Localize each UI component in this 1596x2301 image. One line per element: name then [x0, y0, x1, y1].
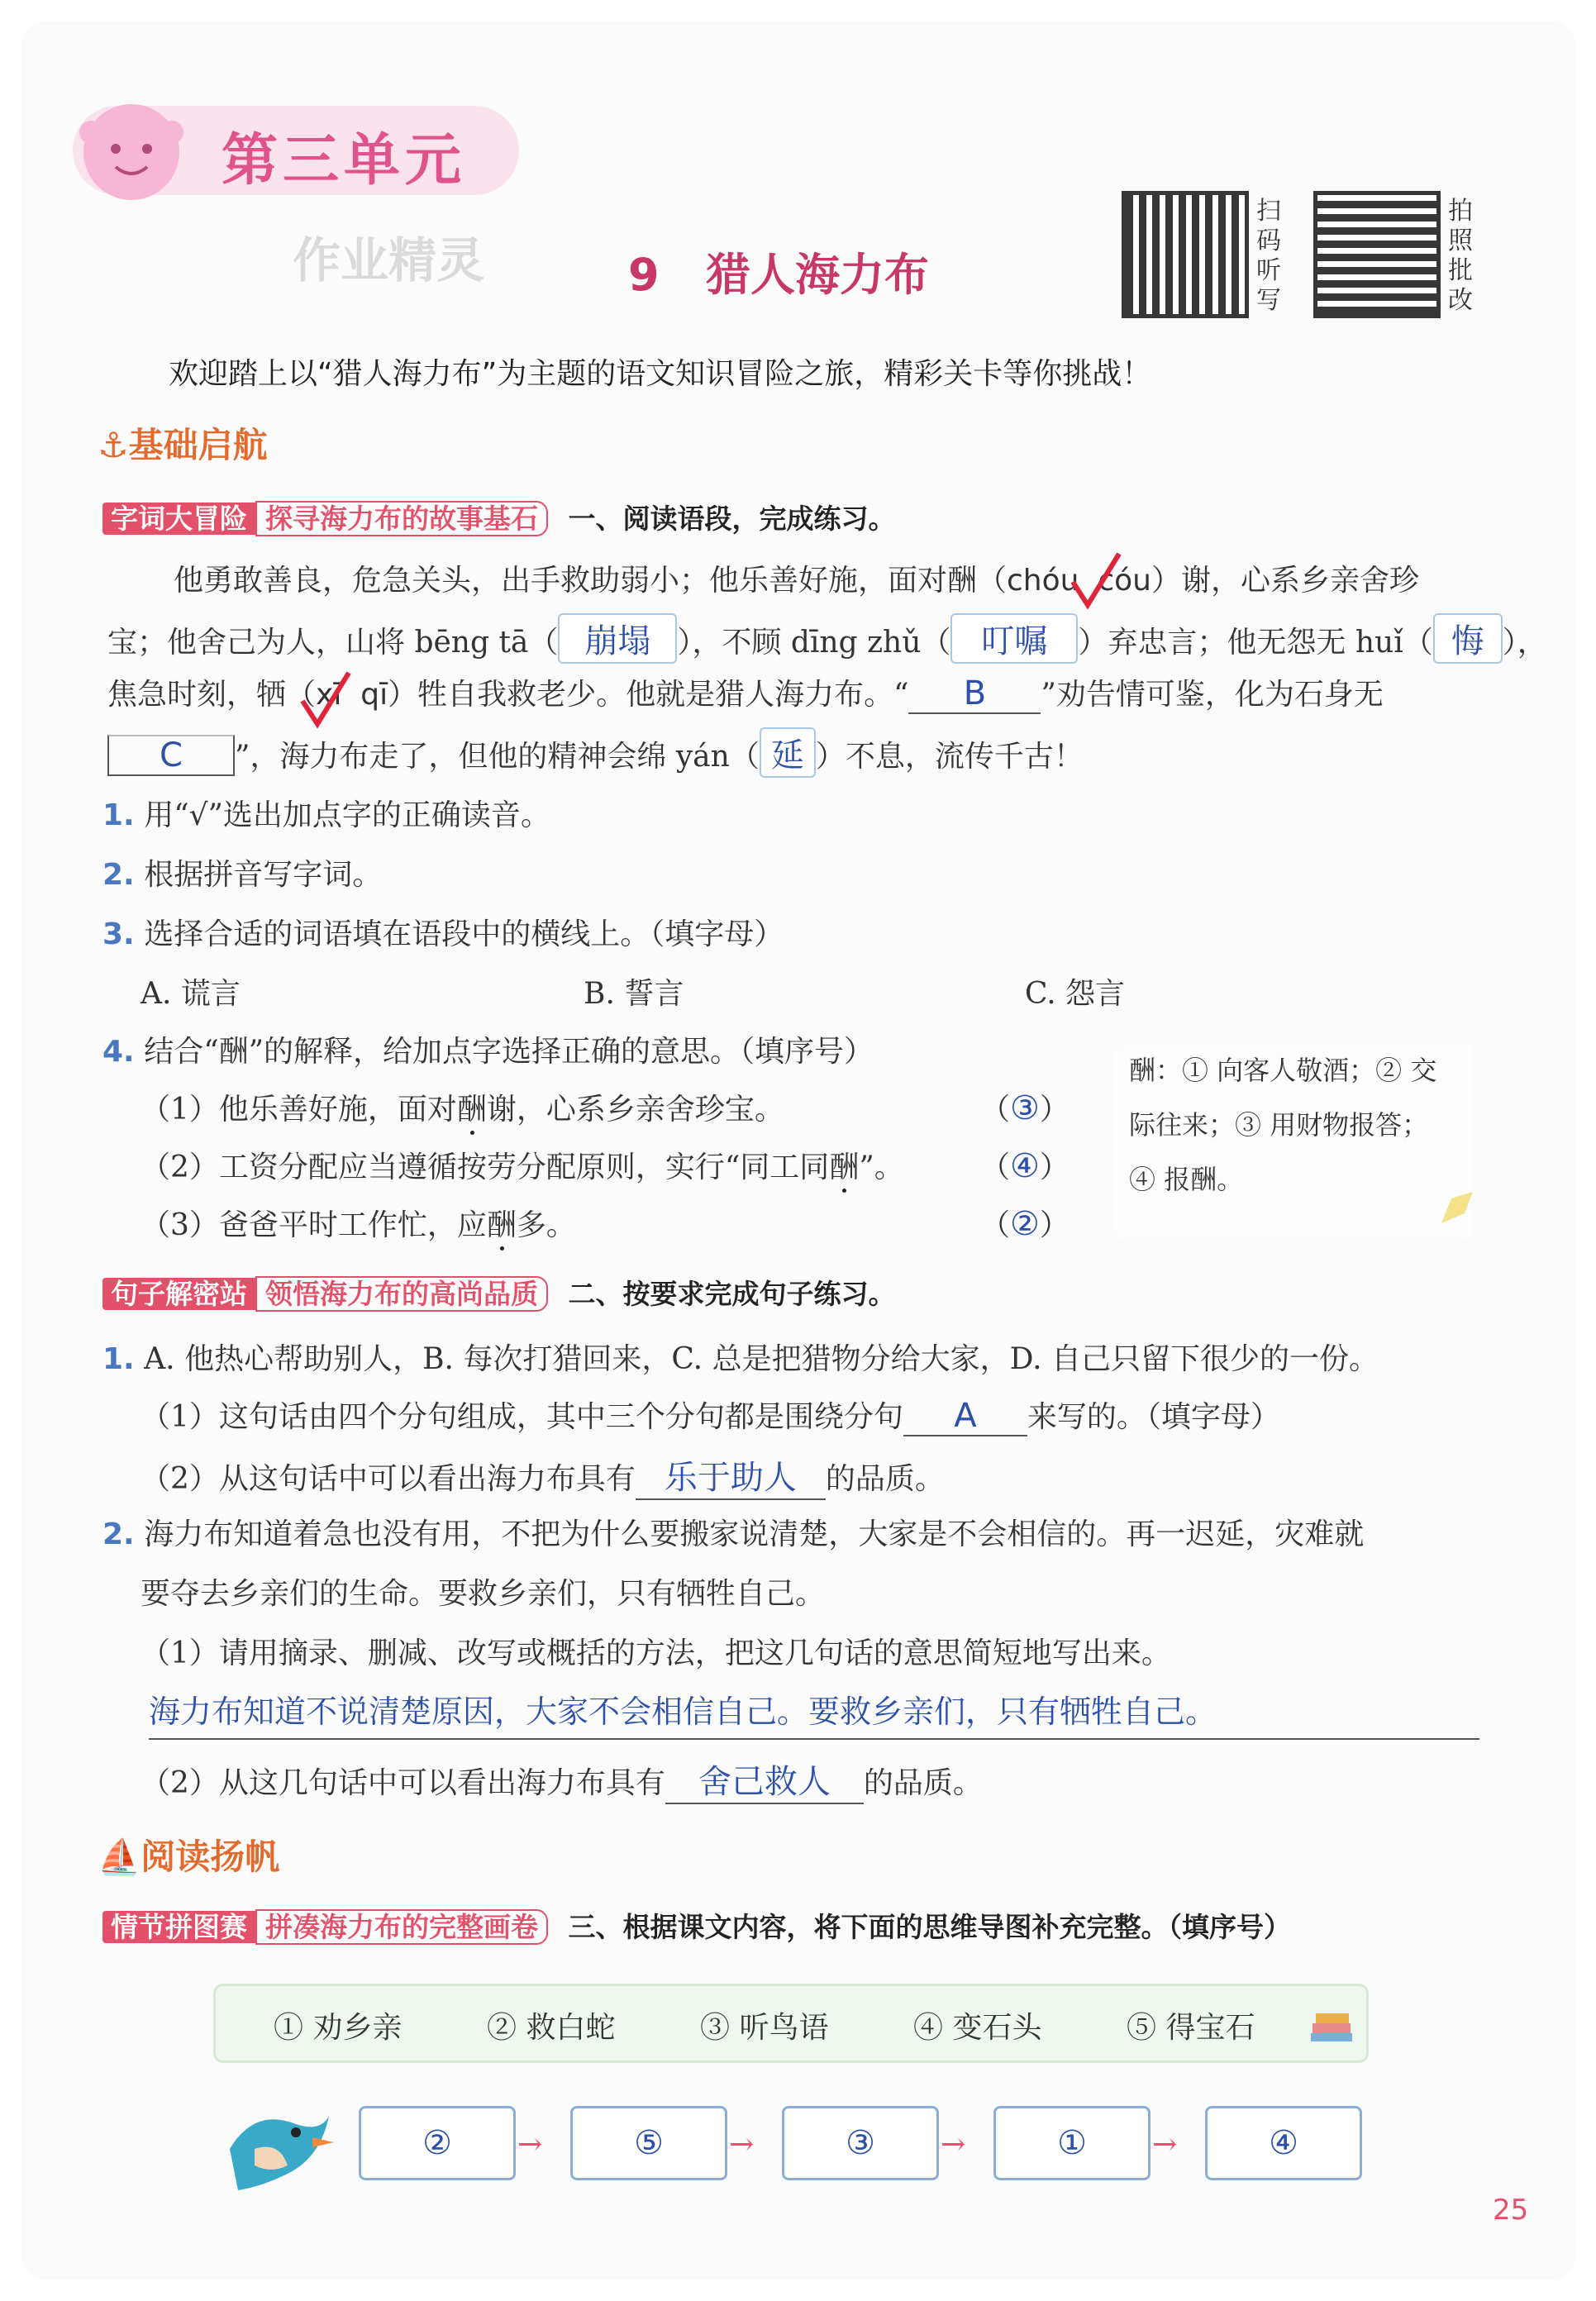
- tag-plot: [102, 1909, 1291, 1946]
- pinyin-xi-b[interactable]: qī: [360, 678, 388, 712]
- question-2: 2. 根据拼音写字词。: [102, 858, 383, 892]
- question-1: 1. 用“√”选出加点字的正确读音。: [102, 798, 550, 832]
- note-line-3: ④ 报酬。: [1129, 1164, 1244, 1195]
- q4-item-text: （1）他乐善好施，面对: [141, 1093, 457, 1127]
- answer-summary[interactable]: 海力布知道不说清楚原因，大家不会相信自己。要救乡亲们，只有牺牲自己。: [149, 1686, 1479, 1740]
- qr-code-listen[interactable]: [1126, 195, 1245, 314]
- answer-bengta[interactable]: 崩塌: [558, 613, 677, 664]
- sentence-2-cont: 要夺去乡亲们的生命。要救乡亲们，只有牺牲自己。: [141, 1577, 826, 1611]
- answer-quality-2[interactable]: 舍己救人: [665, 1756, 864, 1804]
- q-text: 来写的。（填字母）: [1027, 1400, 1280, 1434]
- q4-item-text: ”。: [859, 1150, 904, 1184]
- q4-item-2: [141, 1144, 904, 1186]
- q4-item-1: [141, 1086, 784, 1128]
- anchor-icon: ⚓: [98, 425, 129, 465]
- answer-yan[interactable]: 延: [760, 727, 816, 778]
- para-text: 宝；他舍己为人，山将 bēng tā（: [107, 626, 559, 660]
- tag-words-left: 字词大冒险: [102, 503, 255, 535]
- mascot-icon: [69, 86, 193, 210]
- para-text: ），不顾 dīng zhǔ（: [677, 626, 951, 660]
- page-number: 25: [1493, 2194, 1529, 2227]
- para-line-1: [174, 557, 1419, 599]
- q-text: 的品质。: [825, 1462, 945, 1496]
- question-3: 3. 选择合适的词语填在语段中的横线上。（填字母）: [102, 917, 784, 951]
- q4-answer-value[interactable]: ③: [1010, 1089, 1040, 1127]
- para-text: ）弃忠言；他无怨无 huǐ（: [1078, 626, 1433, 660]
- pinyin-chou-a[interactable]: chóu: [1007, 564, 1079, 598]
- arrow-icon: →: [729, 2127, 755, 2161]
- q4-answer-value[interactable]: ④: [1010, 1147, 1040, 1185]
- sentence-1: 1. A. 他热心帮助别人，B. 每次打猎回来，C. 总是把猎物分给大家，D. 自己只留下很少的一份。: [102, 1342, 1379, 1376]
- event-option: ⑤ 得宝石: [1127, 2011, 1255, 2045]
- event-option: ③ 听鸟语: [700, 2011, 829, 2045]
- checkmark-icon: [1066, 549, 1124, 618]
- answer-dingzhu[interactable]: 叮嘱: [950, 613, 1078, 664]
- flow-chart: [359, 2106, 1370, 2185]
- q4-item-3: [141, 1202, 576, 1244]
- note-line-2: 际往来；③ 用财物报答；: [1129, 1109, 1429, 1141]
- q4-answer-2[interactable]: （④）: [980, 1147, 1070, 1185]
- para-text: ”劝告情可鉴，化为石身无: [1041, 678, 1384, 712]
- flow-box[interactable]: ③: [782, 2106, 939, 2180]
- tag-sentence-left: 句子解密站: [102, 1278, 255, 1310]
- para-text: ），: [1502, 626, 1547, 660]
- arrow-icon: →: [517, 2127, 543, 2161]
- section-basic-title: 基础启航: [128, 425, 268, 465]
- flow-box[interactable]: ①: [993, 2106, 1151, 2180]
- pinyin-chou-b[interactable]: cóu: [1098, 564, 1151, 598]
- pinyin-xi-a[interactable]: xī: [316, 678, 342, 712]
- qr-code-correct[interactable]: [1317, 195, 1436, 314]
- para-text: ）不息，流传千古！: [815, 740, 1084, 774]
- tag-plot-right: 拼凑海力布的完整画卷: [255, 1909, 548, 1945]
- tag-plot-left: 情节拼图赛: [102, 1911, 255, 1943]
- question-3-text: 选择合适的词语填在语段中的横线上。（填字母）: [144, 917, 784, 951]
- qr-label-listen: 扫码听写: [1256, 197, 1281, 315]
- note-line-1: 酬：① 向客人敬酒；② 交: [1129, 1055, 1437, 1086]
- q4-item-text: （3）爸爸平时工作忙，应: [141, 1208, 487, 1242]
- question-1-text: 用“√”选出加点字的正确读音。: [144, 798, 550, 832]
- sentence-2: 2. 海力布知道着急也没有用，不把为什么要搬家说清楚，大家是不会相信的。再一迟延，灾难就: [102, 1517, 1365, 1551]
- question-4: 4. 结合“酬”的解释，给加点字选择正确的意思。（填序号）: [102, 1035, 874, 1069]
- heading-3: 三、根据课文内容，将下面的思维导图补充完整。（填序号）: [568, 1911, 1291, 1943]
- event-option: ② 救白蛇: [487, 2011, 616, 2045]
- para-line-2: [107, 613, 1547, 664]
- sentence-1-q2: [141, 1451, 945, 1500]
- qr-label-correct: 拍照批改: [1448, 197, 1473, 315]
- answer-blank-2[interactable]: C: [107, 735, 235, 776]
- para-text: 焦急时刻，牺（: [107, 678, 317, 712]
- para-line-4: [107, 727, 1084, 778]
- flow-box[interactable]: ④: [1205, 2106, 1362, 2180]
- q4-item-text: （2）工资分配应当遵循按劳分配原则，实行“同工同: [141, 1150, 830, 1184]
- section-reading: [98, 1830, 279, 1879]
- dotted-char: 酬: [829, 1150, 860, 1184]
- question-2-text: 根据拼音写字词。: [144, 858, 383, 892]
- lesson-title: [628, 240, 929, 303]
- heading-1: 一、阅读语段，完成练习。: [568, 503, 896, 535]
- para-text: ）谢，心系乡亲舍珍: [1151, 564, 1420, 598]
- unit-title: 第三单元: [222, 128, 467, 193]
- event-options-box: [213, 1984, 1369, 2063]
- sentence-1-text: A. 他热心帮助别人，B. 每次打猎回来，C. 总是把猎物分给大家，D. 自己只留下很少的一份。: [144, 1342, 1379, 1376]
- answer-hui[interactable]: 悔: [1433, 613, 1503, 664]
- sail-icon: ⛵: [98, 1837, 141, 1877]
- q4-answer-value[interactable]: ②: [1010, 1205, 1040, 1243]
- q4-answer-1[interactable]: （③）: [980, 1089, 1070, 1127]
- event-option: ④ 变石头: [913, 2011, 1042, 2045]
- q4-item-text: 谢，心系乡亲舍珍宝。: [486, 1093, 784, 1127]
- sentence-2-q2: [141, 1756, 983, 1804]
- option-a: A. 谎言: [141, 977, 241, 1011]
- tag-words: [102, 501, 896, 537]
- answer-main-clause[interactable]: A: [903, 1397, 1027, 1436]
- flow-box[interactable]: ②: [359, 2106, 516, 2180]
- q4-answer-3[interactable]: （②）: [980, 1205, 1070, 1243]
- lesson-name: 猎人海力布: [705, 249, 929, 301]
- bird-icon: [213, 2091, 337, 2202]
- tag-words-right: 探寻海力布的故事基石: [255, 501, 548, 536]
- section-reading-title: 阅读扬帆: [141, 1837, 280, 1877]
- para-text: 他勇敢善良，危急关头，出手救助弱小；他乐善好施，面对酬（: [174, 564, 1008, 598]
- lesson-number: 9: [628, 249, 660, 301]
- arrow-icon: →: [941, 2127, 966, 2161]
- sentence-2-text: 海力布知道着急也没有用，不把为什么要搬家说清楚，大家是不会相信的。再一迟延，灾难就: [144, 1517, 1365, 1551]
- q-text: （1）这句话由四个分句组成，其中三个分句都是围绕分句: [141, 1400, 903, 1434]
- q-text: （2）从这句话中可以看出海力布具有: [141, 1462, 636, 1496]
- flow-box[interactable]: ⑤: [570, 2106, 727, 2180]
- question-4-text: 结合“酬”的解释，给加点字选择正确的意思。（填序号）: [144, 1035, 874, 1069]
- para-text: ”，海力布走了，但他的精神会绵 yán（: [235, 740, 760, 774]
- definition-note: [1116, 1043, 1471, 1241]
- tag-sentence-right: 领悟海力布的高尚品质: [255, 1276, 548, 1312]
- q-text: 的品质。: [863, 1766, 983, 1800]
- dotted-char: 酬: [456, 1093, 487, 1127]
- heading-2: 二、按要求完成句子练习。: [568, 1278, 896, 1310]
- books-icon: [1309, 2003, 1355, 2048]
- q4-item-text: 多。: [516, 1208, 576, 1242]
- section-basic: [98, 418, 268, 468]
- option-b: B. 誓言: [584, 977, 684, 1011]
- answer-quality-1[interactable]: 乐于助人: [636, 1451, 826, 1500]
- answer-blank-1[interactable]: B: [908, 674, 1041, 714]
- sentence-2-q1: （1）请用摘录、删减、改写或概括的方法，把这几句话的意思简短地写出来。: [141, 1636, 1171, 1670]
- dotted-char: 酬: [486, 1208, 517, 1242]
- watermark: 作业精灵: [293, 232, 485, 288]
- pen-icon: [1438, 1189, 1476, 1230]
- arrow-icon: →: [1152, 2127, 1178, 2161]
- option-c: C. 怨言: [1025, 977, 1126, 1011]
- event-option: ① 劝乡亲: [274, 2011, 403, 2045]
- sentence-1-q1: [141, 1393, 1280, 1436]
- q-text: （2）从这几句话中可以看出海力布具有: [141, 1766, 665, 1800]
- intro-text: 欢迎踏上以“猎人海力布”为主题的语文知识冒险之旅，精彩关卡等你挑战！: [169, 357, 1152, 391]
- para-text: ）牲自我救老少。他就是猎人海力布。“: [388, 678, 909, 712]
- tag-sentence: [102, 1276, 896, 1312]
